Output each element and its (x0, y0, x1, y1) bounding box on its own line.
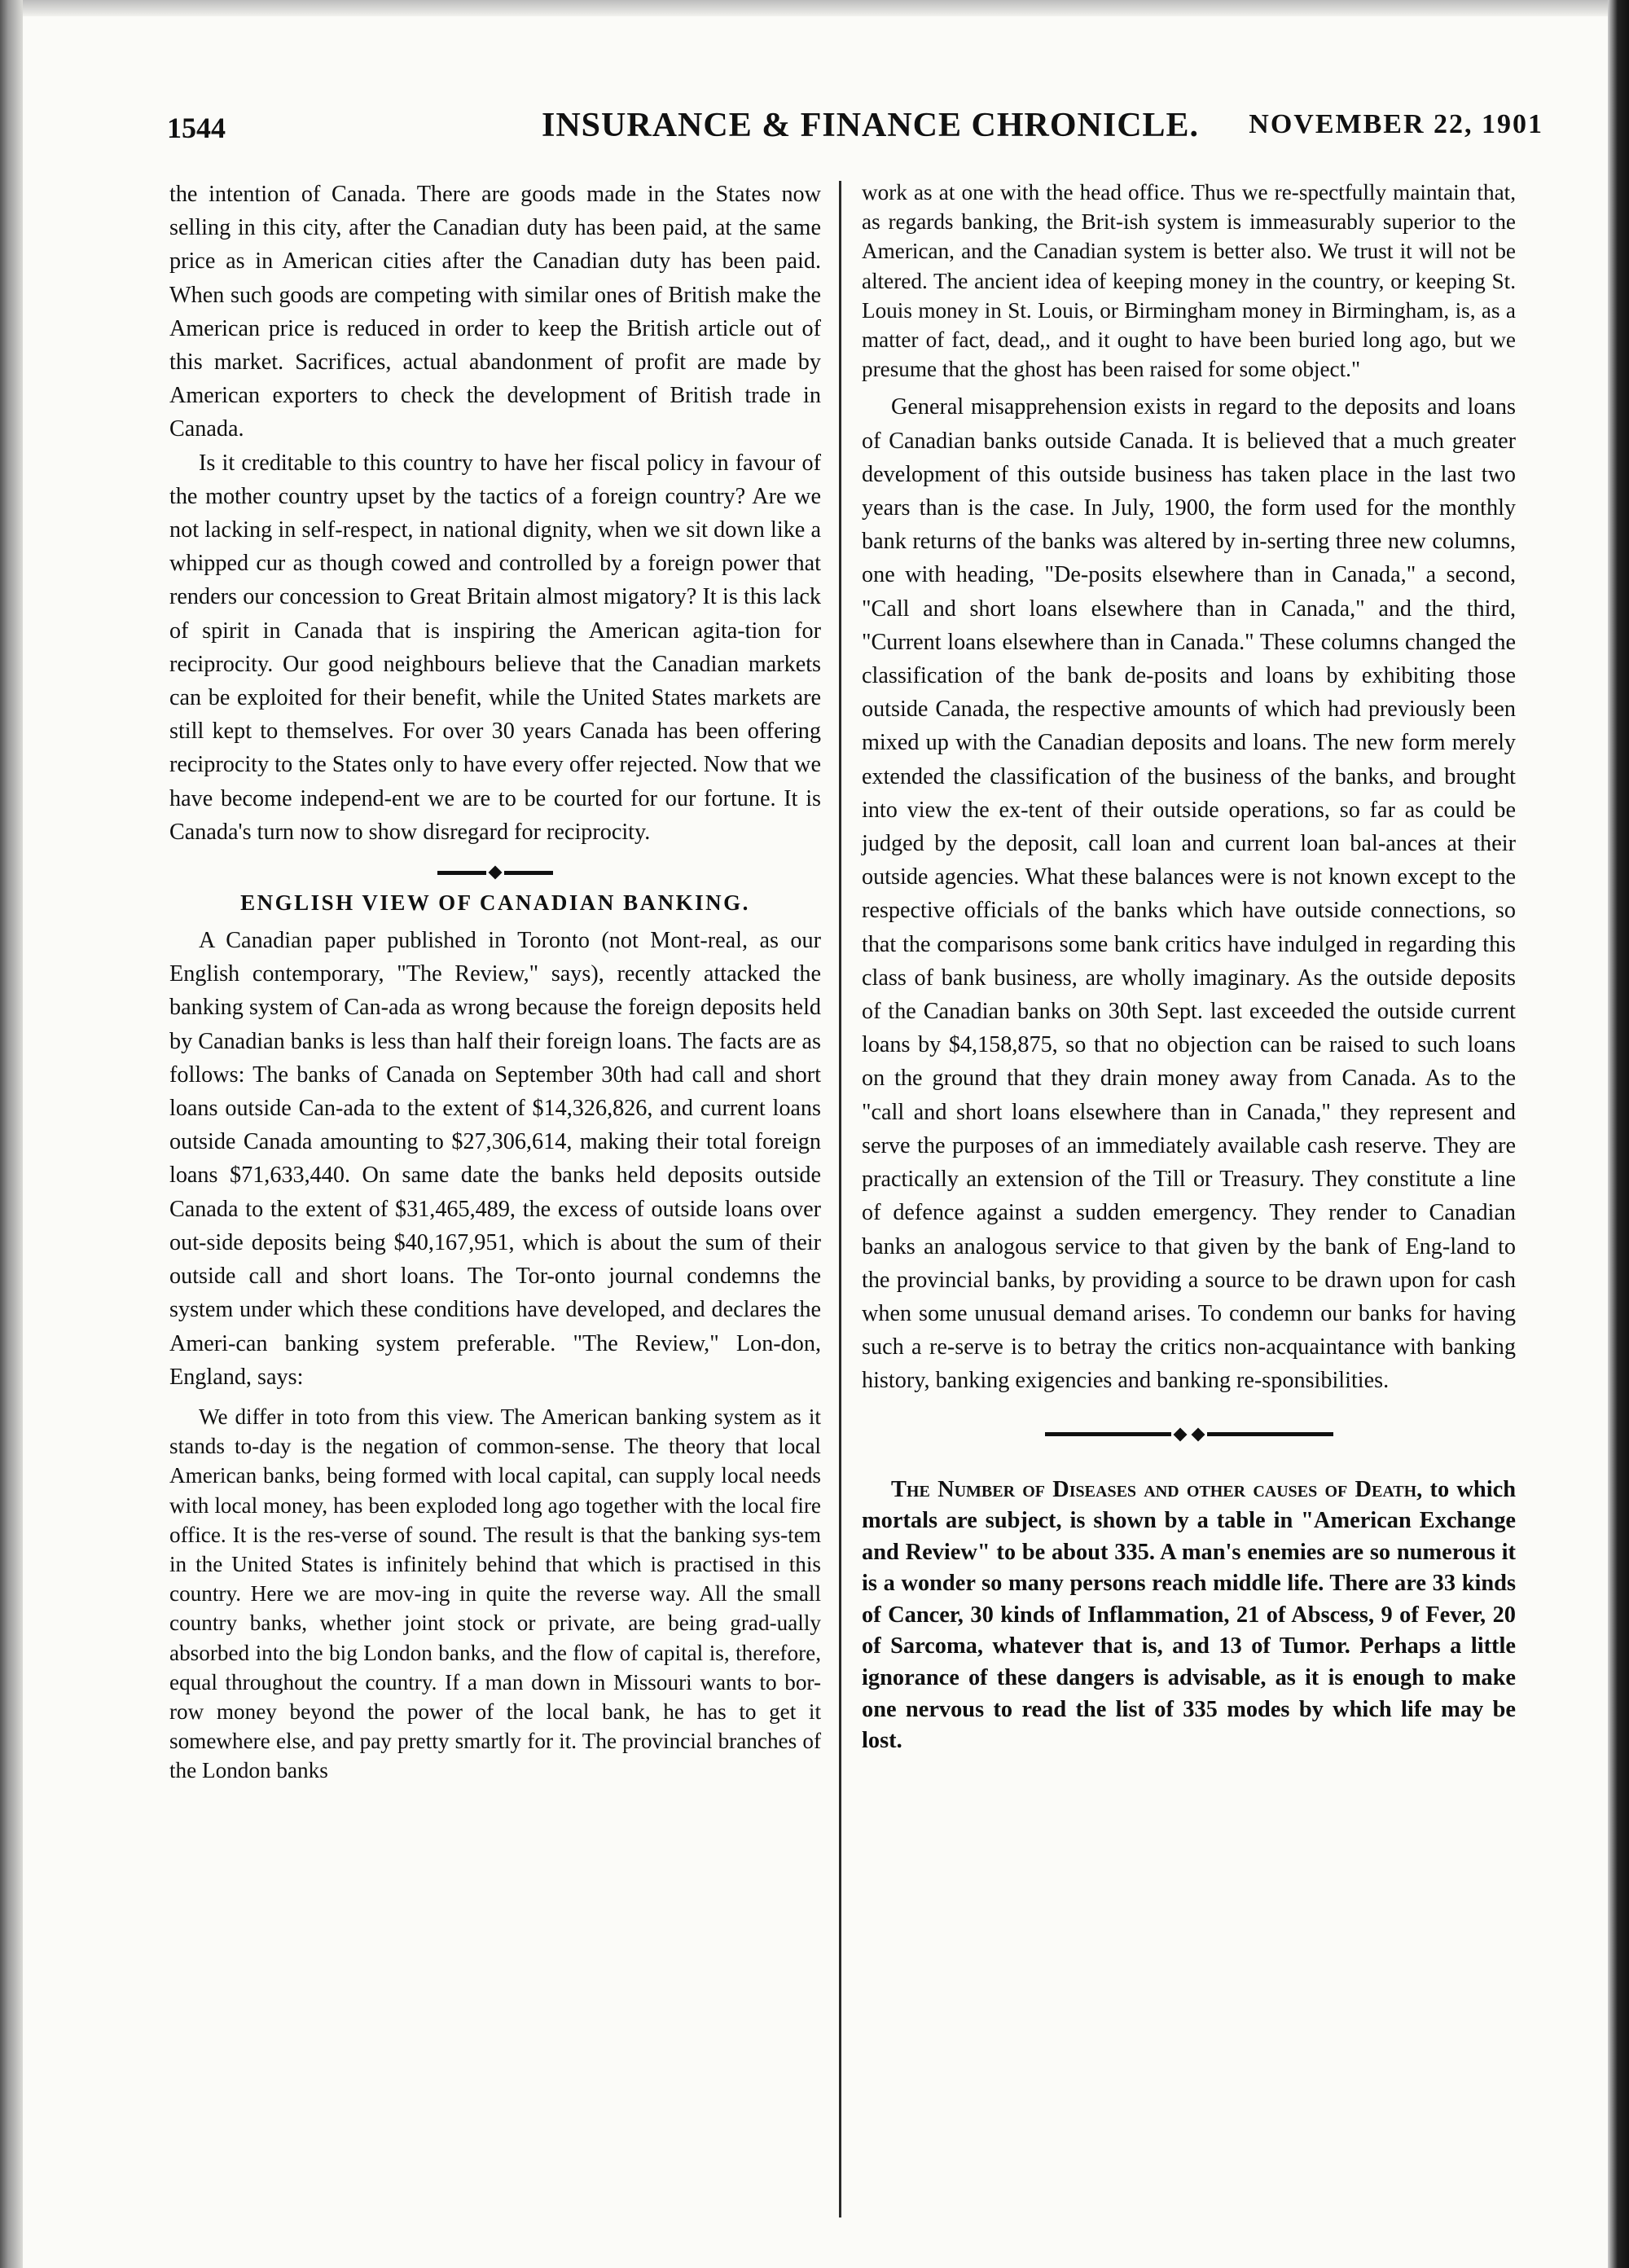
scan-edge-left (0, 0, 23, 2268)
section-heading: ENGLISH VIEW OF CANADIAN BANKING. (240, 890, 750, 916)
article-paragraph (169, 446, 821, 849)
left-column (169, 178, 821, 1786)
notice-paragraph (862, 1475, 1516, 1757)
quoted-paragraph (169, 1402, 821, 1786)
notice-body (862, 1477, 1516, 1754)
issue-date: NOVEMBER 22, 1901 (1249, 109, 1543, 139)
paragraph-text: We differ in toto from this view. The American banking system as it stands to-day is the negation of common-sense. The theory that local American banks, being formed with local capital, can supply local needs with local money, has been exploded long ago together with the local fire office. It is the res-verse of sound. The result is that the banking sys-tem in the United States is infinitely behind that which is practised in this country. Here we are mov-ing in quite the reverse way. All the small country banks, whether joint stock or private, are being grad-ually absorbed into the big London banks, and the flow of capital is, therefore, equal throughout the country. If a man down in Missouri wants to bor-row money beyond the power of the local bank, he has to get it somewhere else, and pay pretty smartly for it. The provincial branches of the London banks (169, 1404, 821, 1783)
article-paragraph (862, 390, 1516, 1397)
paragraph-text: A Canadian paper published in Toronto (not Mont-real, as our English contemporary, "The Review," says), recently attacked the banking system of Can-ada as wrong because the foreign deposits held by Canadian banks is less than half their foreign loans. The facts are as follows: The banks of Canada on September 30th had call and short loans outside Can-ada to the extent of $14,326,826, and current loans outside Canada amounting to $27,306,614, making their total foreign loans $71,633,440. On same date the banks held deposits outside Canada to the extent of $31,465,489, the excess of outside loans over out-side deposits being $40,167,951, which is about the sum of their outside call and short loans. The Tor-onto journal condemns the system under which these conditions have developed, and declares the Ameri-can banking system preferable. "The Review," Lon-don, England, says: (169, 928, 821, 1390)
article-paragraph (169, 924, 821, 1394)
scan-edge-top (0, 0, 1629, 16)
paragraph-text: the intention of Canada. There are goods made in the States now selling in this city, after the Canadian duty has been paid, at the same price as in American cities after the Canadian duty has been paid. When such goods are competing with similar ones of British make the American price is reduced in order to keep the British article out of this market. Sacrifices, actual abandonment of profit are made by American exporters to check the development of British trade in Canada. (169, 182, 821, 442)
paragraph-text: to which mortals are subject, is shown by a table in "American Exchange and Review" to be about 335. A man's enemies are so numerous it is a wonder so many persons reach middle life. There are 33 kinds of Cancer, 30 kinds of Inflammation, 21 of Abscess, 9 of Fever, 20 of Sarcoma, whatever that is, and 13 of Tumor. Perhaps a little ignorance of these dangers is advisable, as it is enough to make one nervous to read the list of 335 modes by which life may be lost. (862, 1476, 1516, 1754)
paragraph-text: Is it creditable to this country to have her fiscal policy in favour of the mother country upset by the tactics of a foreign country? Are we not lacking in self-respect, in national dignity, when we sit down like a whipped cur as though cowed and controlled by a foreign power that renders our concession to Great Britain almost migatory? It is this lack of spirit in Canada that is inspiring the American agita-tion for reciprocity. Our good neighbours believe that the Canadian markets can be exploited for their benefit, while the United States markets are still kept to themselves. For over 30 years Canada has been offering reciprocity to the States only to have every offer rejected. Now that we have become independ-ent we are to be courted for our fortune. It is Canada's turn now to show disregard for reciprocity. (169, 450, 821, 845)
journal-title: INSURANCE & FINANCE CHRONICLE. (542, 107, 1200, 144)
quoted-paragraph (862, 178, 1516, 384)
notice-lead: The Number of Diseases and other causes of Death, (891, 1476, 1423, 1502)
right-column (862, 178, 1516, 1757)
paragraph-text: General misapprehension exists in regard to the deposits and loans of Canadian banks outside Canada. It is believed that a much greater development of this outside business has taken place in the last two years than is the case. In July, 1900, the form used for the monthly bank returns of the banks was altered by in-serting three new columns, one with heading, "De-posits elsewhere than in Canada," a second, "Call and short loans elsewhere than in Canada," and the third, "Current loans elsewhere than in Canada." These columns changed the classification of the bank de-posits and loans by exhibiting those outside Canada, the respective amounts of which had previously been mixed up with the Canadian deposits and loans. The new form merely extended the classification of the business of the banks, and brought into view the ex-tent of their outside operations, so far as could be judged by the deposit, call loan and current loan bal-ances at their outside agencies. What these balances were is not known except to the respective officials of the banks which have outside connections, so that the comparisons some bank critics have indulged in regarding this class of bank business, are wholly imaginary. As the outside deposits of the Canadian banks on 30th Sept. last exceeded the outside current loans by $4,158,875, so that no objection can be raised to such loans on the ground that they drain money away from Canada. As to the "call and short loans elsewhere than in Canada," they represent and serve the purposes of an immediately available cash reserve. They are practically an extension of the Till or Treasury. They constitute a line of defence against a sudden emergency. They render to Canadian banks an analogous service to that given by the bank of Eng-land to the provincial banks, by providing a source to be drawn upon for cash when some unusual demand arises. To condemn our banks for having such a re-serve is to betray the critics non-acquaintance with banking history, banking exigencies and banking re-sponsibilities. (862, 394, 1516, 1394)
paragraph-text: work as at one with the head office. Thus we re-spectfully maintain that, as regards banking, the Brit-ish system is immeasurably superior to the American, and the Canadian system is better also. We trust it will not be altered. The ancient idea of keeping money in the country, or keeping St. Louis money in St. Louis, or Birmingham money in Birmingham, is, as a matter of fact, dead,, and it ought to have been buried long ago, but we presume that the ghost has been raised for some object." (862, 180, 1516, 382)
scan-edge-right (1608, 0, 1629, 2268)
column-divider (839, 181, 841, 2217)
section-ornament (169, 860, 821, 885)
article-paragraph (169, 178, 821, 446)
page-number: 1544 (167, 112, 226, 144)
page-header (167, 104, 1543, 153)
section-ornament (862, 1422, 1516, 1447)
